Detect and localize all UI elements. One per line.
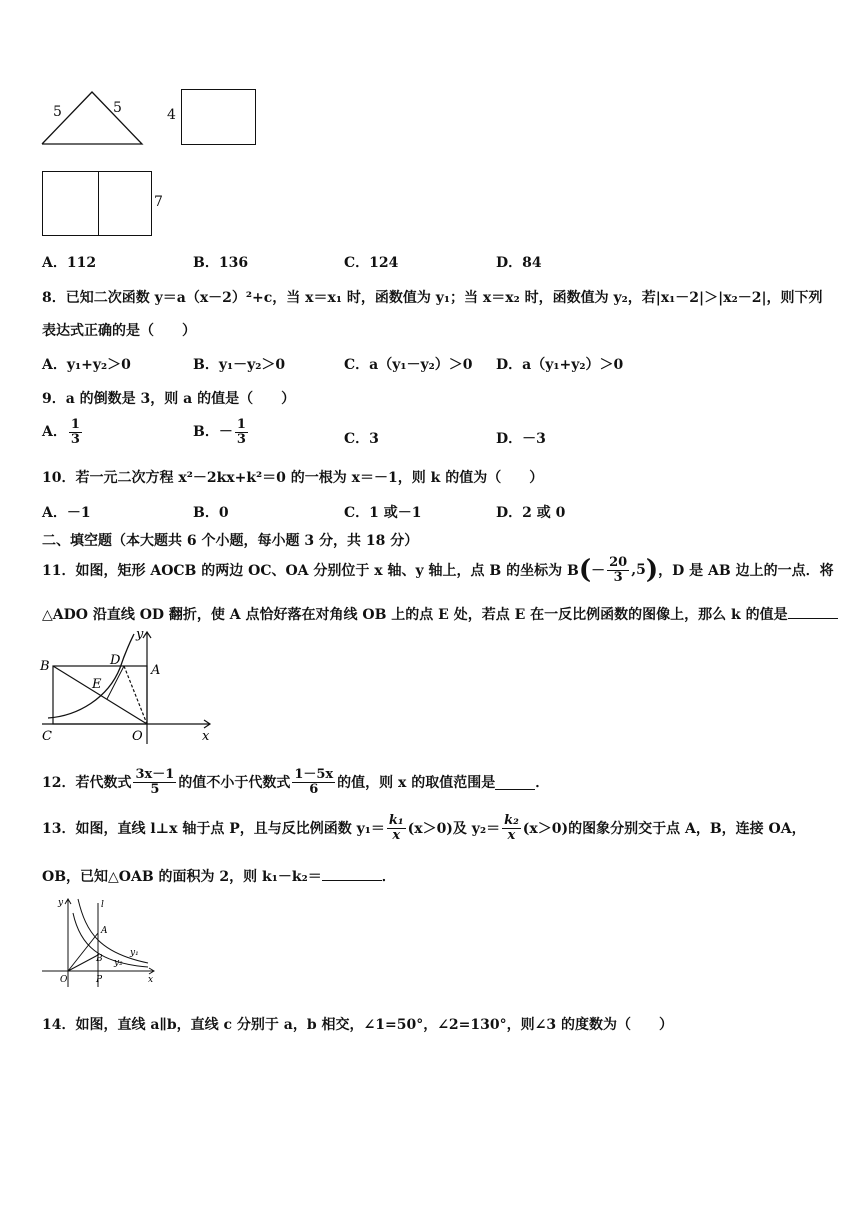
q13-stem-line2 [42,866,396,886]
q9-b-denominator: 3 [236,431,246,447]
q11-label-x: x [202,729,210,744]
q11-coord-close-paren: ) [645,555,659,586]
q8-option-b[interactable]: B．y₁－y₂＞0 [193,357,286,373]
q11-figure [38,628,218,748]
q9-option-b-fraction [235,418,248,446]
rectangle-left-label: 4 [167,107,176,123]
q11-part1: 11．如图，矩形 AOCB 的两边 OC、OA 分别位于 x 轴、y 轴上，点 B 的坐标为 B [42,563,579,580]
q12-fraction-2 [292,768,335,796]
q8-stem-line2: 表达式正确的是（ ） [42,323,196,339]
q9-option-a[interactable] [42,418,84,446]
q12-f1-numerator: 3x－1 [135,767,175,782]
q10-option-d[interactable]: D．2 或 0 [496,505,566,521]
q11-label-y: y [136,628,144,642]
q13-label-o: O [60,975,68,985]
q12-part1: 12．若代数式 [42,775,132,792]
q13-part1: 13．如图，直线 l⊥x 轴于点 P，且与反比例函数 y₁＝ [42,821,385,838]
split-rectangle-right-label: 7 [154,194,163,210]
section2-heading: 二、填空题（本大题共 6 个小题，每小题 3 分，共 18 分） [42,533,419,549]
q13-part2: (x＞0)及 y₂＝ [407,821,501,838]
q11-label-o: O [132,729,143,744]
q9-a-denominator: 3 [70,431,80,447]
split-rectangle-figure [42,171,152,236]
q7-option-c[interactable]: C．124 [344,255,399,271]
q13-f2-numerator: k₂ [504,813,519,828]
q11-coord-fraction [607,556,629,584]
q8-option-c[interactable]: C．a（y₁－y₂）＞0 [344,357,473,373]
q13-f1-numerator: k₁ [388,813,404,828]
q13-f1-denominator: x [392,827,401,843]
q11-answer-blank[interactable] [788,604,838,619]
q13-label-l: l [101,900,104,910]
q12-fraction-1 [133,768,176,796]
q13-fraction-2 [502,814,521,842]
q10-option-b[interactable]: B．0 [193,505,229,521]
q11-coord-denominator: 3 [613,569,623,585]
q9-option-a-label: A． [42,424,67,441]
q13-part3: (x＞0)的图象分别交于点 A，B，连接 OA， [522,821,806,838]
q11-coord-numerator: 20 [609,555,628,570]
q13-line2a: OB，已知△OAB 的面积为 2，则 k₁－k₂＝ [42,869,322,885]
q13-label-p: P [96,975,103,985]
q11-coord-open-paren: ( [578,555,592,586]
q9-option-a-fraction [69,418,82,446]
q13-fraction-1 [387,814,406,842]
q12-answer-blank[interactable] [495,775,535,790]
q13-line2b: ． [381,869,396,885]
q11-label-d: D [110,653,121,668]
q12-part3: 的值，则 x 的取值范围是 [337,775,496,792]
triangle-right-label: 5 [113,100,122,116]
split-rectangle-divider [98,172,99,235]
q11-coord-rest: ,5 [631,562,646,579]
q13-label-b: B [96,954,103,964]
q10-option-c[interactable]: C．1 或－1 [344,505,422,521]
q12-f1-denominator: 5 [150,781,160,797]
q12-part4: ． [535,775,550,792]
q10-stem: 10．若一元二次方程 x²－2kx+k²＝0 的一根为 x＝－1，则 k 的值为（ ） [42,470,544,486]
q9-b-numerator: 1 [236,417,246,432]
triangle-left-label: 5 [53,104,62,120]
q9-option-d[interactable]: D．－3 [496,431,546,447]
q8-option-d[interactable]: D．a（y₁+y₂）＞0 [496,357,624,373]
q11-part2: ，D 是 AB 边上的一点．将 [658,563,834,580]
q7-option-b[interactable]: B．136 [193,255,249,271]
q13-answer-blank[interactable] [322,866,382,881]
q11-coord-sign: － [591,563,606,580]
q12-part2: 的值不小于代数式 [178,775,291,792]
q7-option-a[interactable]: A．112 [42,255,97,271]
q9-option-c[interactable]: C．3 [344,431,379,447]
q11-stem-line1 [42,556,834,584]
q13-label-y2: y₂ [114,958,123,968]
q14-stem: 14．如图，直线 a∥b，直线 c 分别于 a，b 相交，∠1=50°，∠2=130°，则∠3 的度数为（ ） [42,1017,673,1033]
q13-stem-line1 [42,814,806,842]
q11-coordinate [579,556,658,584]
q9-a-numerator: 1 [70,417,80,432]
q13-label-y1: y₁ [130,948,139,958]
q13-label-a: A [101,926,108,936]
q11-label-b: B [40,659,50,674]
q11-stem-line2 [42,604,838,624]
q11-label-c: C [42,729,52,744]
q11-label-e: E [92,677,102,692]
q13-figure [38,893,158,993]
q12-stem [42,768,549,796]
q13-label-x: x [148,975,154,985]
q9-stem: 9．a 的倒数是 3，则 a 的值是（ ） [42,391,296,407]
q12-f2-numerator: 1－5x [294,767,334,782]
q9-option-b[interactable] [193,418,250,446]
q12-f2-denominator: 6 [309,781,319,797]
q11-label-a: A [151,663,161,678]
q9-option-b-label: B．－ [193,424,233,441]
q13-f2-denominator: x [507,827,516,843]
q8-stem-line1: 8．已知二次函数 y＝a（x－2）²+c，当 x＝x₁ 时，函数值为 y₁；当 x＝x₂ 时，函数值为 y₂，若|x₁－2|＞|x₂－2|，则下列 [42,290,823,306]
rectangle-figure [181,89,256,145]
q11-line2-text: △ADO 沿直线 OD 翻折，使 A 点恰好落在对角线 OB 上的点 E 处，若点 E 在一反比例函数的图像上，那么 k 的值是 [42,607,788,623]
q7-option-d[interactable]: D．84 [496,255,542,271]
q10-option-a[interactable]: A．－1 [42,505,91,521]
q8-option-a[interactable]: A．y₁+y₂＞0 [42,357,131,373]
q13-label-y: y [58,898,64,908]
